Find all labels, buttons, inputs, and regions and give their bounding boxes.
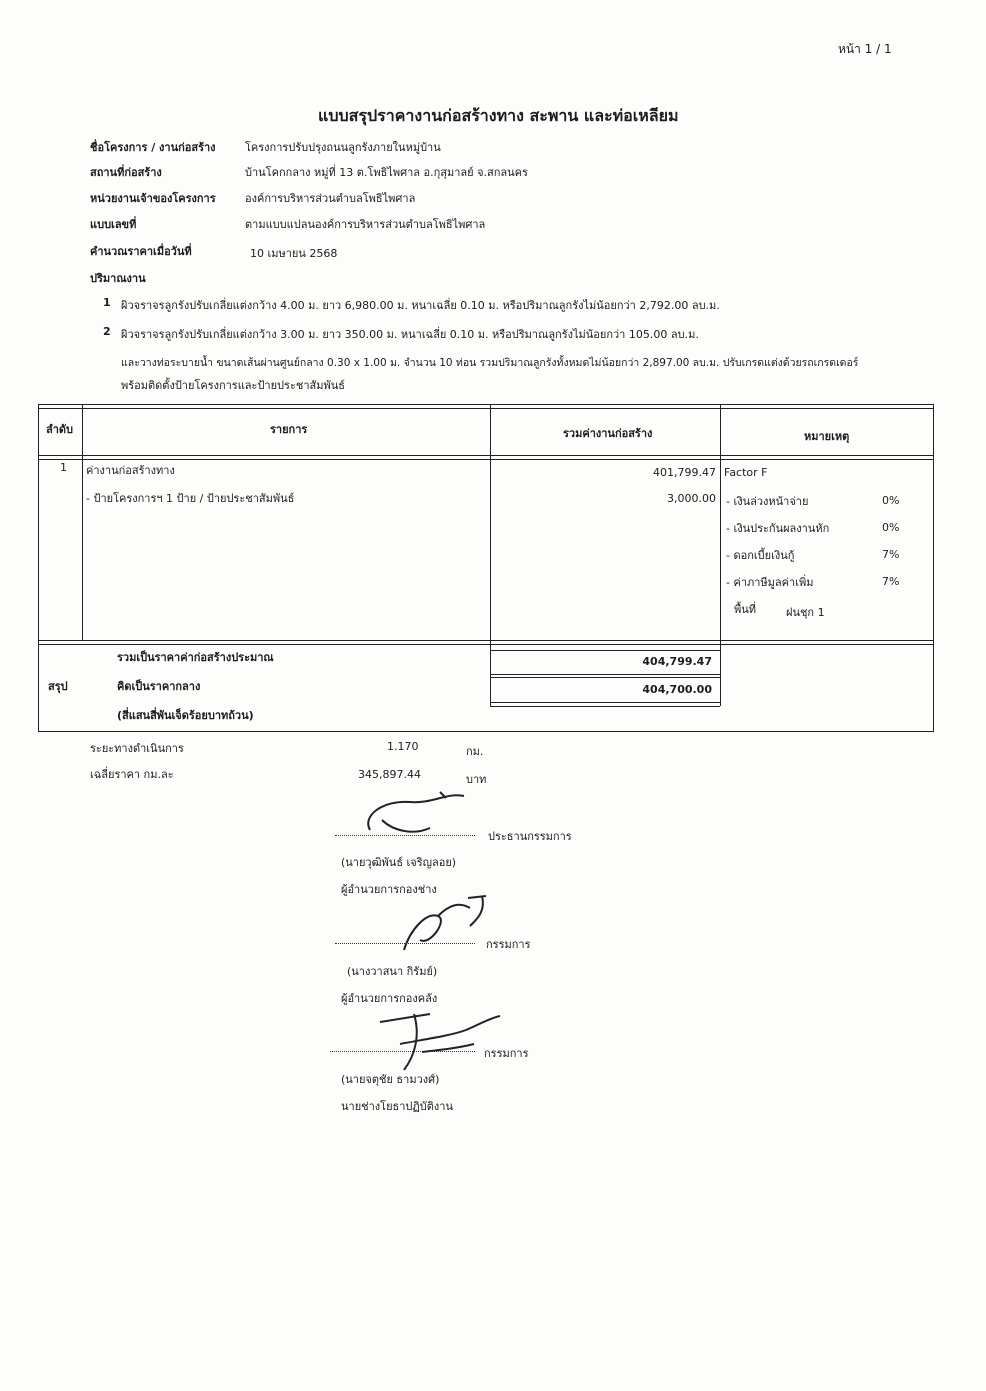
signature-role: กรรมการ bbox=[484, 1047, 529, 1060]
row-item: - ป้ายโครงการฯ 1 ป้าย / ป้ายประชาสัมพันธ์ bbox=[86, 492, 295, 505]
info-label-location: สถานที่ก่อสร้าง bbox=[90, 166, 162, 179]
amount-in-words: (สี่แสนสี่พันเจ็ดร้อยบาทถ้วน) bbox=[117, 709, 254, 722]
signature-1-image bbox=[352, 786, 472, 856]
page-number: หน้า 1 / 1 bbox=[838, 42, 892, 56]
info-label-plan-no: แบบเลขที่ bbox=[90, 218, 137, 231]
quantity-item-no: 2 bbox=[103, 325, 111, 338]
header-note: หมายเหตุ bbox=[804, 430, 850, 443]
signature-2-image bbox=[390, 890, 500, 960]
row-cost: 401,799.47 bbox=[653, 466, 716, 479]
header-item: รายการ bbox=[270, 423, 308, 436]
distance-value: 1.170 bbox=[387, 740, 419, 753]
info-value-location: บ้านโคกกลาง หมู่ที่ 13 ต.โพธิไพศาล อ.กุสุมาลย์ จ.สกลนคร bbox=[245, 166, 528, 179]
note-value: 7% bbox=[882, 575, 900, 588]
note-value: 7% bbox=[882, 548, 900, 561]
row-item: ค่างานก่อสร้างทาง bbox=[86, 464, 175, 477]
note-label: พื้นที่ bbox=[734, 603, 757, 616]
header-no: ลำดับ bbox=[46, 423, 74, 436]
note-label: - ดอกเบี้ยเงินกู้ bbox=[726, 549, 795, 562]
average-unit: บาท bbox=[466, 773, 487, 786]
info-value-agency: องค์การบริหารส่วนตำบลโพธิไพศาล bbox=[245, 192, 416, 205]
median-value: 404,700.00 bbox=[642, 683, 712, 696]
info-value-plan-no: ตามแบบแปลนองค์การบริหารส่วนตำบลโพธิไพศาล bbox=[245, 218, 486, 231]
info-label-project: ชื่อโครงการ / งานก่อสร้าง bbox=[90, 141, 216, 154]
average-value: 345,897.44 bbox=[358, 768, 421, 781]
note-value: 0% bbox=[882, 494, 900, 507]
signature-position: ผู้อำนวยการกองช่าง bbox=[341, 883, 437, 896]
signature-role: ประธานกรรมการ bbox=[488, 830, 572, 843]
distance-unit: กม. bbox=[466, 745, 484, 758]
signature-name: (นายจตุชัย ธามวงศ์) bbox=[341, 1073, 440, 1086]
info-label-date: คำนวณราคาเมื่อวันที่ bbox=[90, 245, 192, 258]
quantity-item-no: 1 bbox=[103, 296, 111, 309]
info-value-project: โครงการปรับปรุงถนนลูกรังภายในหมู่บ้าน bbox=[245, 141, 441, 154]
note-value: 0% bbox=[882, 521, 900, 534]
signature-name: (นางวาสนา กิรัมย์) bbox=[347, 965, 438, 978]
median-label: คิดเป็นราคากลาง bbox=[117, 680, 201, 693]
total-label: รวมเป็นราคาค่าก่อสร้างประมาณ bbox=[117, 651, 274, 664]
quantity-label: ปริมาณงาน bbox=[90, 272, 146, 285]
signature-role: กรรมการ bbox=[486, 938, 531, 951]
info-value-date: 10 เมษายน 2568 bbox=[250, 247, 338, 260]
info-label-agency: หน่วยงานเจ้าของโครงการ bbox=[90, 192, 216, 205]
average-label: เฉลี่ยราคา กม.ละ bbox=[90, 768, 174, 781]
quantity-item-text: ผิวจราจรลูกรังปรับเกลี่ยแต่งกว้าง 3.00 ม. ยาว 350.00 ม. หนาเฉลี่ย 0.10 ม. หรือปริมาณลูกรังไม่น้อยกว่า 105.00 ลบ.ม. bbox=[121, 328, 699, 341]
note-label: - เงินประกันผลงานหัก bbox=[726, 522, 830, 535]
header-cost: รวมค่างานก่อสร้าง bbox=[563, 427, 653, 440]
signature-3-image bbox=[370, 1000, 510, 1080]
signature-position: นายช่างโยธาปฏิบัติงาน bbox=[341, 1100, 453, 1113]
distance-label: ระยะทางดำเนินการ bbox=[90, 742, 184, 755]
note-factor-f: Factor F bbox=[724, 466, 768, 479]
note-value: ฝนชุก 1 bbox=[786, 606, 825, 619]
row-cost: 3,000.00 bbox=[667, 492, 716, 505]
signature-name: (นายวุฒิพันธ์ เจริญลอย) bbox=[341, 856, 457, 869]
quantity-extra-line: พร้อมติดตั้งป้ายโครงการและป้ายประชาสัมพันธ์ bbox=[121, 379, 345, 392]
total-value: 404,799.47 bbox=[642, 655, 712, 668]
row-no: 1 bbox=[60, 461, 67, 474]
signature-position: ผู้อำนวยการกองคลัง bbox=[341, 992, 438, 1005]
note-label: - เงินล่วงหน้าจ่าย bbox=[726, 495, 809, 508]
summary-label: สรุป bbox=[48, 680, 68, 693]
quantity-extra-line: และวางท่อระบายน้ำ ขนาดเส้นผ่านศูนย์กลาง 0.30 x 1.00 ม. จำนวน 10 ท่อน รวมปริมาณลูกรังทั้งหมดไม่น้อยกว่า 2,897.00 ลบ.ม. ปรับเกรดแต่งด้วยรถเกรดเดอร์ bbox=[121, 357, 859, 369]
page-title: แบบสรุปราคางานก่อสร้างทาง สะพาน และท่อเหลียม bbox=[318, 106, 679, 125]
quantity-item-text: ผิวจราจรลูกรังปรับเกลี่ยแต่งกว้าง 4.00 ม. ยาว 6,980.00 ม. หนาเฉลี่ย 0.10 ม. หรือปริมาณลูกรังไม่น้อยกว่า 2,792.00 ลบ.ม. bbox=[121, 299, 720, 312]
note-label: - ค่าภาษีมูลค่าเพิ่ม bbox=[726, 576, 814, 589]
